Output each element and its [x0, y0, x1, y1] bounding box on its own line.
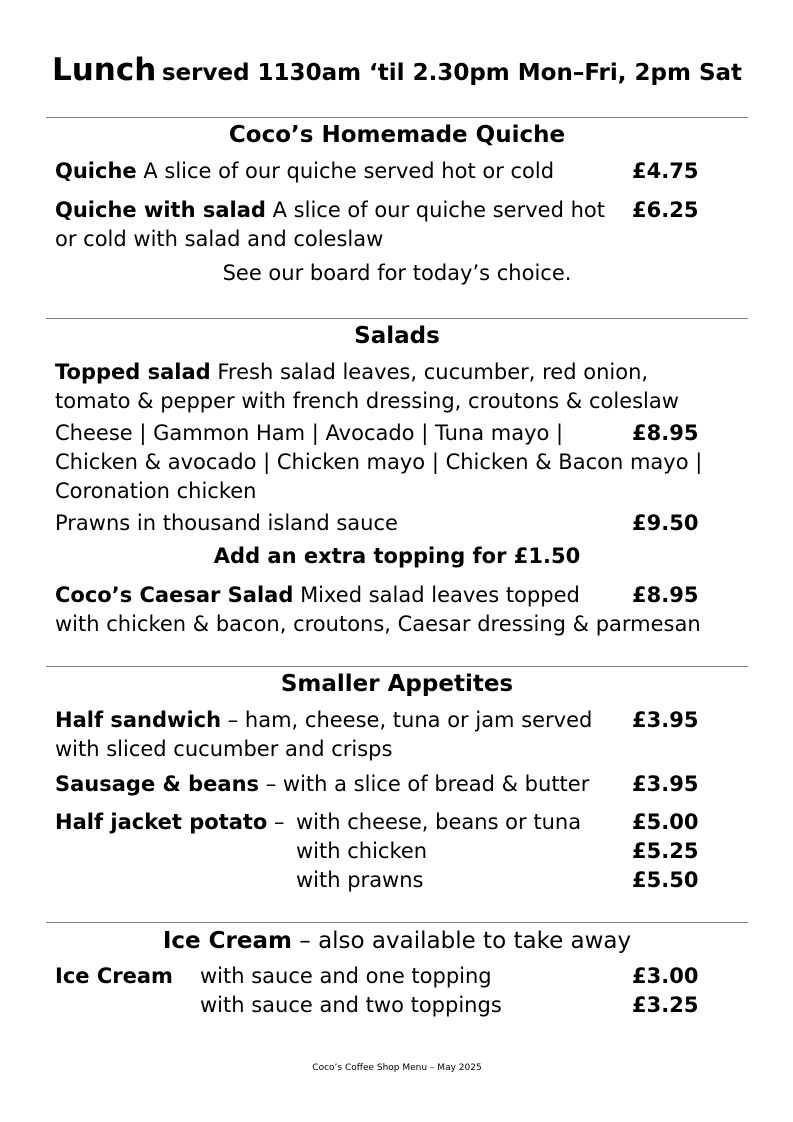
section-title-ice-cream [46, 925, 748, 957]
lunch-word: Lunch [51, 52, 157, 88]
item-price: £3.25 [632, 993, 699, 1017]
extra-topping-note: Add an extra topping for £1.50 [213, 544, 581, 568]
page-title [46, 52, 748, 88]
menu-item-half-jacket-potato [55, 808, 285, 837]
divider [46, 117, 748, 118]
menu-item-caesar-salad [55, 581, 580, 610]
section-title-salads: Salads [354, 323, 440, 349]
menu-item-quiche-with-salad [55, 196, 605, 225]
item-price: £3.00 [632, 964, 699, 988]
item-name: Quiche with salad [55, 198, 266, 222]
divider [46, 922, 748, 923]
divider [46, 666, 748, 667]
item-dash: – [274, 810, 285, 834]
item-name: Topped salad [55, 360, 211, 384]
item-description-cont: with sliced cucumber and crisps [55, 737, 393, 761]
item-description-cont: tomato & pepper with french dressing, croutons & coleslaw [55, 389, 679, 413]
ice-cream-subtitle: – also available to take away [299, 928, 632, 954]
divider [46, 318, 748, 319]
topping-options: Cheese | Gammon Ham | Avocado | Tuna mayo | [55, 421, 564, 445]
item-description: A slice of our quiche served hot [272, 198, 605, 222]
item-price: £6.25 [632, 198, 699, 222]
item-price: £8.95 [632, 583, 699, 607]
item-name: Quiche [55, 159, 137, 183]
section-title-quiche: Coco’s Homemade Quiche [228, 122, 566, 148]
item-name: Sausage & beans [55, 772, 260, 796]
item-price: £3.95 [632, 708, 699, 732]
item-price: £4.75 [632, 159, 699, 183]
jacket-option: with prawns [296, 868, 424, 892]
item-name-ice-cream: Ice Cream [55, 964, 173, 988]
ice-cream-title: Ice Cream [162, 928, 292, 954]
lunch-hours: served 1130am ‘til 2.30pm Mon–Fri, 2pm Sat [161, 60, 743, 86]
ice-cream-option: with sauce and one topping [200, 964, 492, 988]
item-name: Coco’s Caesar Salad [55, 583, 294, 607]
item-name: Half sandwich [55, 708, 222, 732]
quiche-note: See our board for today’s choice. [222, 261, 572, 285]
item-description: A slice of our quiche served hot or cold [143, 159, 555, 183]
item-description: – with a slice of bread & butter [265, 772, 590, 796]
menu-item-half-sandwich [55, 706, 592, 735]
item-price: £5.25 [632, 839, 699, 863]
prawns-option: Prawns in thousand island sauce [55, 511, 398, 535]
item-description: Fresh salad leaves, cucumber, red onion, [217, 360, 649, 384]
item-description: – ham, cheese, tuna or jam served [227, 708, 593, 732]
jacket-option: with chicken [296, 839, 428, 863]
menu-item-topped-salad [55, 358, 648, 387]
item-description: Mixed salad leaves topped [300, 583, 580, 607]
menu-item-sausage-beans [55, 770, 589, 799]
item-price: £5.50 [632, 868, 699, 892]
jacket-option: with cheese, beans or tuna [296, 810, 582, 834]
item-price: £8.95 [632, 421, 699, 445]
item-description-cont: with chicken & bacon, croutons, Caesar dressing & parmesan [55, 612, 701, 636]
menu-item-quiche [55, 157, 554, 186]
item-description-cont: or cold with salad and coleslaw [55, 227, 384, 251]
ice-cream-option: with sauce and two toppings [200, 993, 502, 1017]
item-price: £9.50 [632, 511, 699, 535]
topping-options-cont: Coronation chicken [55, 479, 257, 503]
topping-options-cont: Chicken & avocado | Chicken mayo | Chicken & Bacon mayo | [55, 450, 703, 474]
footer: Coco’s Coffee Shop Menu – May 2025 [312, 1063, 482, 1073]
item-price: £3.95 [632, 772, 699, 796]
item-name: Half jacket potato [55, 810, 268, 834]
section-title-smaller-appetites: Smaller Appetites [280, 671, 514, 697]
item-price: £5.00 [632, 810, 699, 834]
